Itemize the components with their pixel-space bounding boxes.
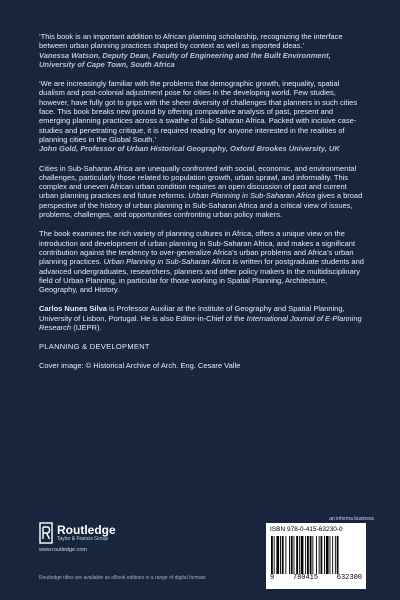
barcode-box — [266, 523, 366, 589]
barcode-bar — [271, 536, 273, 574]
barcode-bar — [274, 536, 275, 574]
endorsement-quote: ‘We are increasingly familiar with the problems that demographic growth, inequality, spatial dualism and post-colonial adjustment pose for cities in the developing world. Few studies, however, have fully got to grips with the sheer diversity of challenges that planners in such cities face. This book breaks new ground by offering comparative analysis of past, present and emerging planning practices across a swathe of Sub-Saharan Africa. Packed with incisive case-studies and penetrating critique, it is required reading for anyone interested in the realities of planning cities in the Global South.’ — [39, 79, 358, 144]
barcode-bar — [312, 536, 313, 574]
endorsement-quote: ‘This book is an important addition to African planning scholarship, recognizing the interface between urban planning practices shaped by context as well as imported ideas.’ — [39, 32, 343, 51]
barcode-bar — [332, 536, 333, 574]
description-paragraph-2 — [39, 229, 365, 294]
description-paragraph-1 — [39, 164, 365, 220]
barcode-bar — [276, 536, 279, 574]
publisher-name-block — [57, 524, 116, 543]
description-text: gives a broad perspective of the history of urban planning in Sub-Saharan Africa and a critical view of issues, problems, challenges, and opportunities confronting urban policy makers. — [39, 191, 363, 220]
author-bio-text: (IJEPR). — [71, 323, 102, 333]
barcode-bar — [291, 536, 293, 574]
description-text: is written for postgraduate students and advanced undergraduates, researchers, planners and other policy makers in the multidisciplinary field of Urban Planning, in particular for those working in Spatial Planning, Architecture, Geography, and History. — [39, 257, 364, 295]
isbn-text: ISBN 978-0-415-63230-0 — [270, 526, 343, 533]
description-text: Cities in Sub-Saharan Africa are unequally confronted with social, economic, and environmental challenges, particularly those related to population growth, urban sprawl, and informality. This complex and uneven African urban condition requires an open discussion of past and current urban planning practices and future reforms. — [39, 163, 357, 201]
barcode-bar — [289, 536, 290, 574]
ebook-footnote: Routledge titles are available as eBook editions in a range of digital formats — [39, 575, 206, 581]
content-column — [39, 32, 365, 370]
endorsement-attribution: John Gold, Professor of Urban Historical Geography, Oxford Brookes University, UK — [39, 144, 340, 154]
barcode-digits-right: 632300 — [336, 574, 362, 582]
barcode-bar — [296, 536, 298, 574]
barcode-bar — [330, 536, 331, 574]
barcode-bar — [282, 536, 284, 574]
barcode-bar — [321, 536, 323, 574]
barcode-bar — [326, 536, 329, 574]
book-title-italic: Urban Planning in Sub-Saharan Africa — [103, 257, 231, 267]
journal-title: International Journal of E-Planning Research — [39, 313, 362, 333]
barcode-bar — [319, 536, 320, 574]
barcode-bar — [280, 536, 281, 574]
publisher-name: Routledge — [57, 522, 116, 537]
barcode-bar — [310, 536, 312, 574]
barcode-bars — [270, 536, 362, 574]
author-name: Carlos Nunes Silva — [39, 304, 107, 314]
barcode-bar — [316, 536, 317, 574]
barcode-bar — [335, 536, 336, 574]
barcode-bar — [337, 536, 339, 574]
author-bio-text: is Professor Auxiliar at the Institute of Geography and Spatial Planning, University of Lisbon, Portugal. He is also Editor-in-Chief of the — [39, 304, 345, 323]
barcode-bar — [305, 536, 306, 574]
barcode-digits — [270, 574, 362, 583]
description-text: The book examines the rich variety of planning cultures in Africa, offers a unique view on the introduction and development of urban planning in Sub-Saharan Africa, and makes a significant contribution against the tendency to over-generalize Africa’s urban problems and Africa’s urban planning practices. — [39, 229, 356, 267]
endorsement-attribution: Vanessa Watson, Deputy Dean, Faculty of Engineering and the Built Environment, University of Cape Town, South Africa — [39, 50, 331, 69]
cover-image-credit: Cover image: © Historical Archive of Arch. Eng. Cesare Valle — [39, 361, 241, 371]
endorsement-1 — [39, 32, 365, 69]
author-bio — [39, 304, 365, 332]
book-title-italic: Urban Planning in Sub-Saharan Africa — [188, 191, 316, 201]
endorsement-2 — [39, 79, 365, 153]
publisher-row — [39, 522, 159, 544]
routledge-logo-icon — [39, 522, 53, 544]
publisher-url[interactable]: www.routledge.com — [39, 547, 87, 553]
publisher-group: Taylor & Francis Group — [57, 535, 109, 542]
publisher-block — [39, 522, 159, 553]
barcode-bar — [307, 536, 309, 574]
subject-category: PLANNING & DEVELOPMENT — [39, 342, 150, 352]
barcode-digits-mid: 780415 — [292, 574, 319, 582]
barcode-digit-left: 9 — [270, 574, 275, 582]
barcode-bar — [285, 536, 286, 574]
informa-tagline: an informa business — [329, 516, 374, 522]
barcode-bar — [301, 536, 304, 574]
barcode-bar — [324, 536, 325, 574]
barcode-bar — [299, 536, 300, 574]
barcode-bar — [294, 536, 295, 574]
barcode-block — [266, 516, 374, 589]
